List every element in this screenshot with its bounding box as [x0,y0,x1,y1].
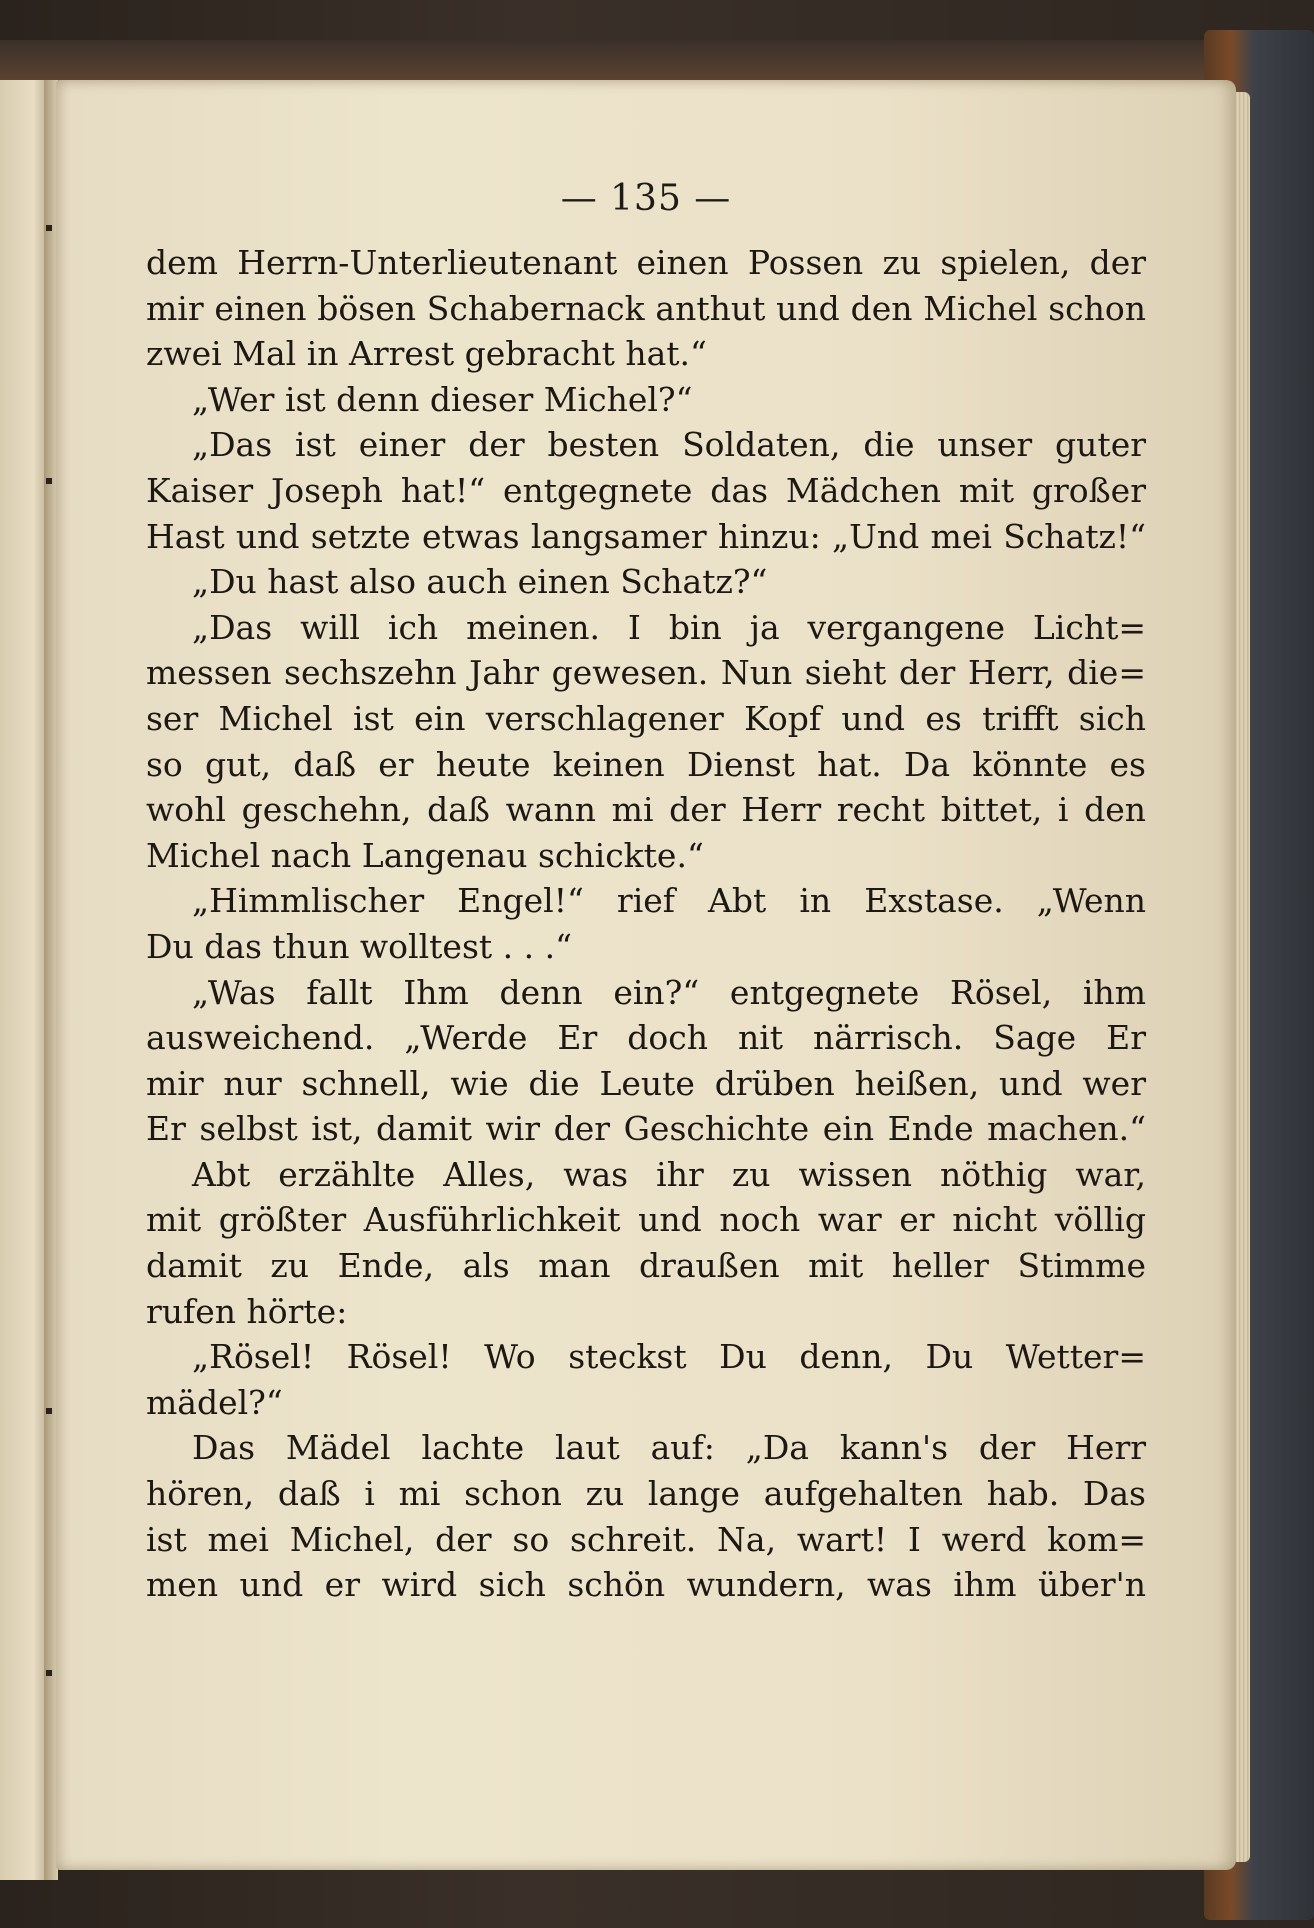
text-line: „Rösel! Rösel! Wo steckst Du denn, Du Wetter= [192,1337,1146,1377]
text-line: Kaiser Joseph hat!“ entgegnete das Mädchen mit großer [146,470,1146,510]
text-line: damit zu Ende, als man draußen mit heller Stimme [146,1246,1146,1286]
text-line: „Das ist einer der besten Soldaten, die unser guter [192,425,1146,465]
text-line: „Du hast also auch einen Schatz?“ [192,562,768,602]
text-line: so gut, daß er heute keinen Dienst hat. Da könnte es [146,744,1146,784]
text-line: Das Mädel lachte laut auf: „Da kann's der Herr [192,1428,1146,1468]
text-line: „Himmlischer Engel!“ rief Abt in Exstase. „Wenn [192,881,1146,921]
text-line: Hast und setzte etwas langsamer hinzu: „Und mei Schatz!“ [146,516,1146,556]
text-line: messen sechszehn Jahr gewesen. Nun sieht der Herr, die= [146,653,1146,693]
text-line: dem Herrn-Unterlieutenant einen Possen zu spielen, der [146,243,1146,282]
page-stack-edge [1236,92,1250,1862]
left-page-edge [0,80,48,1880]
margin-mark [46,225,52,231]
text-line: ser Michel ist ein verschlagener Kopf und es trifft sich [146,698,1146,738]
text-line: mädel?“ [146,1382,283,1422]
text-line: ausweichend. „Werde Er doch nit närrisch. Sage Er [146,1018,1146,1058]
text-line: men und er wird sich schön wundern, was ihm über'n [146,1565,1146,1605]
text-line: „Das will ich meinen. I bin ja vergangene Licht= [192,607,1146,647]
margin-mark [46,1670,52,1676]
text-line: wohl geschehn, daß wann mi der Herr recht bittet, i den [146,790,1146,830]
text-line: rufen hörte: [146,1291,348,1331]
text-line: hören, daß i mi schon zu lange aufgehalten hab. Das [146,1474,1146,1514]
text-line: mit größter Ausführlichkeit und noch war er nicht völlig [146,1200,1146,1240]
text-line: mir einen bösen Schabernack anthut und den Michel schon [146,288,1146,328]
text-line: ist mei Michel, der so schreit. Na, wart! I werd kom= [146,1519,1146,1559]
text-line: „Was fallt Ihm denn ein?“ entgegnete Rösel, ihm [192,972,1146,1012]
margin-mark [46,1408,52,1414]
book-page [56,80,1236,1870]
text-line: Michel nach Langenau schickte.“ [146,835,704,875]
text-line: Du das thun wolltest . . .“ [146,926,572,966]
text-line: zwei Mal in Arrest gebracht hat.“ [146,334,707,374]
text-line: Abt erzählte Alles, was ihr zu wissen nöthig war, [192,1154,1146,1194]
page-text [146,240,1146,1608]
text-line: mir nur schnell, wie die Leute drüben heißen, und wer [146,1063,1146,1103]
text-line: „Wer ist denn dieser Michel?“ [192,379,693,419]
margin-mark [46,478,52,484]
page-number: — 135 — [560,178,732,219]
text-line: Er selbst ist, damit wir der Geschichte ein Ende machen.“ [146,1109,1146,1149]
